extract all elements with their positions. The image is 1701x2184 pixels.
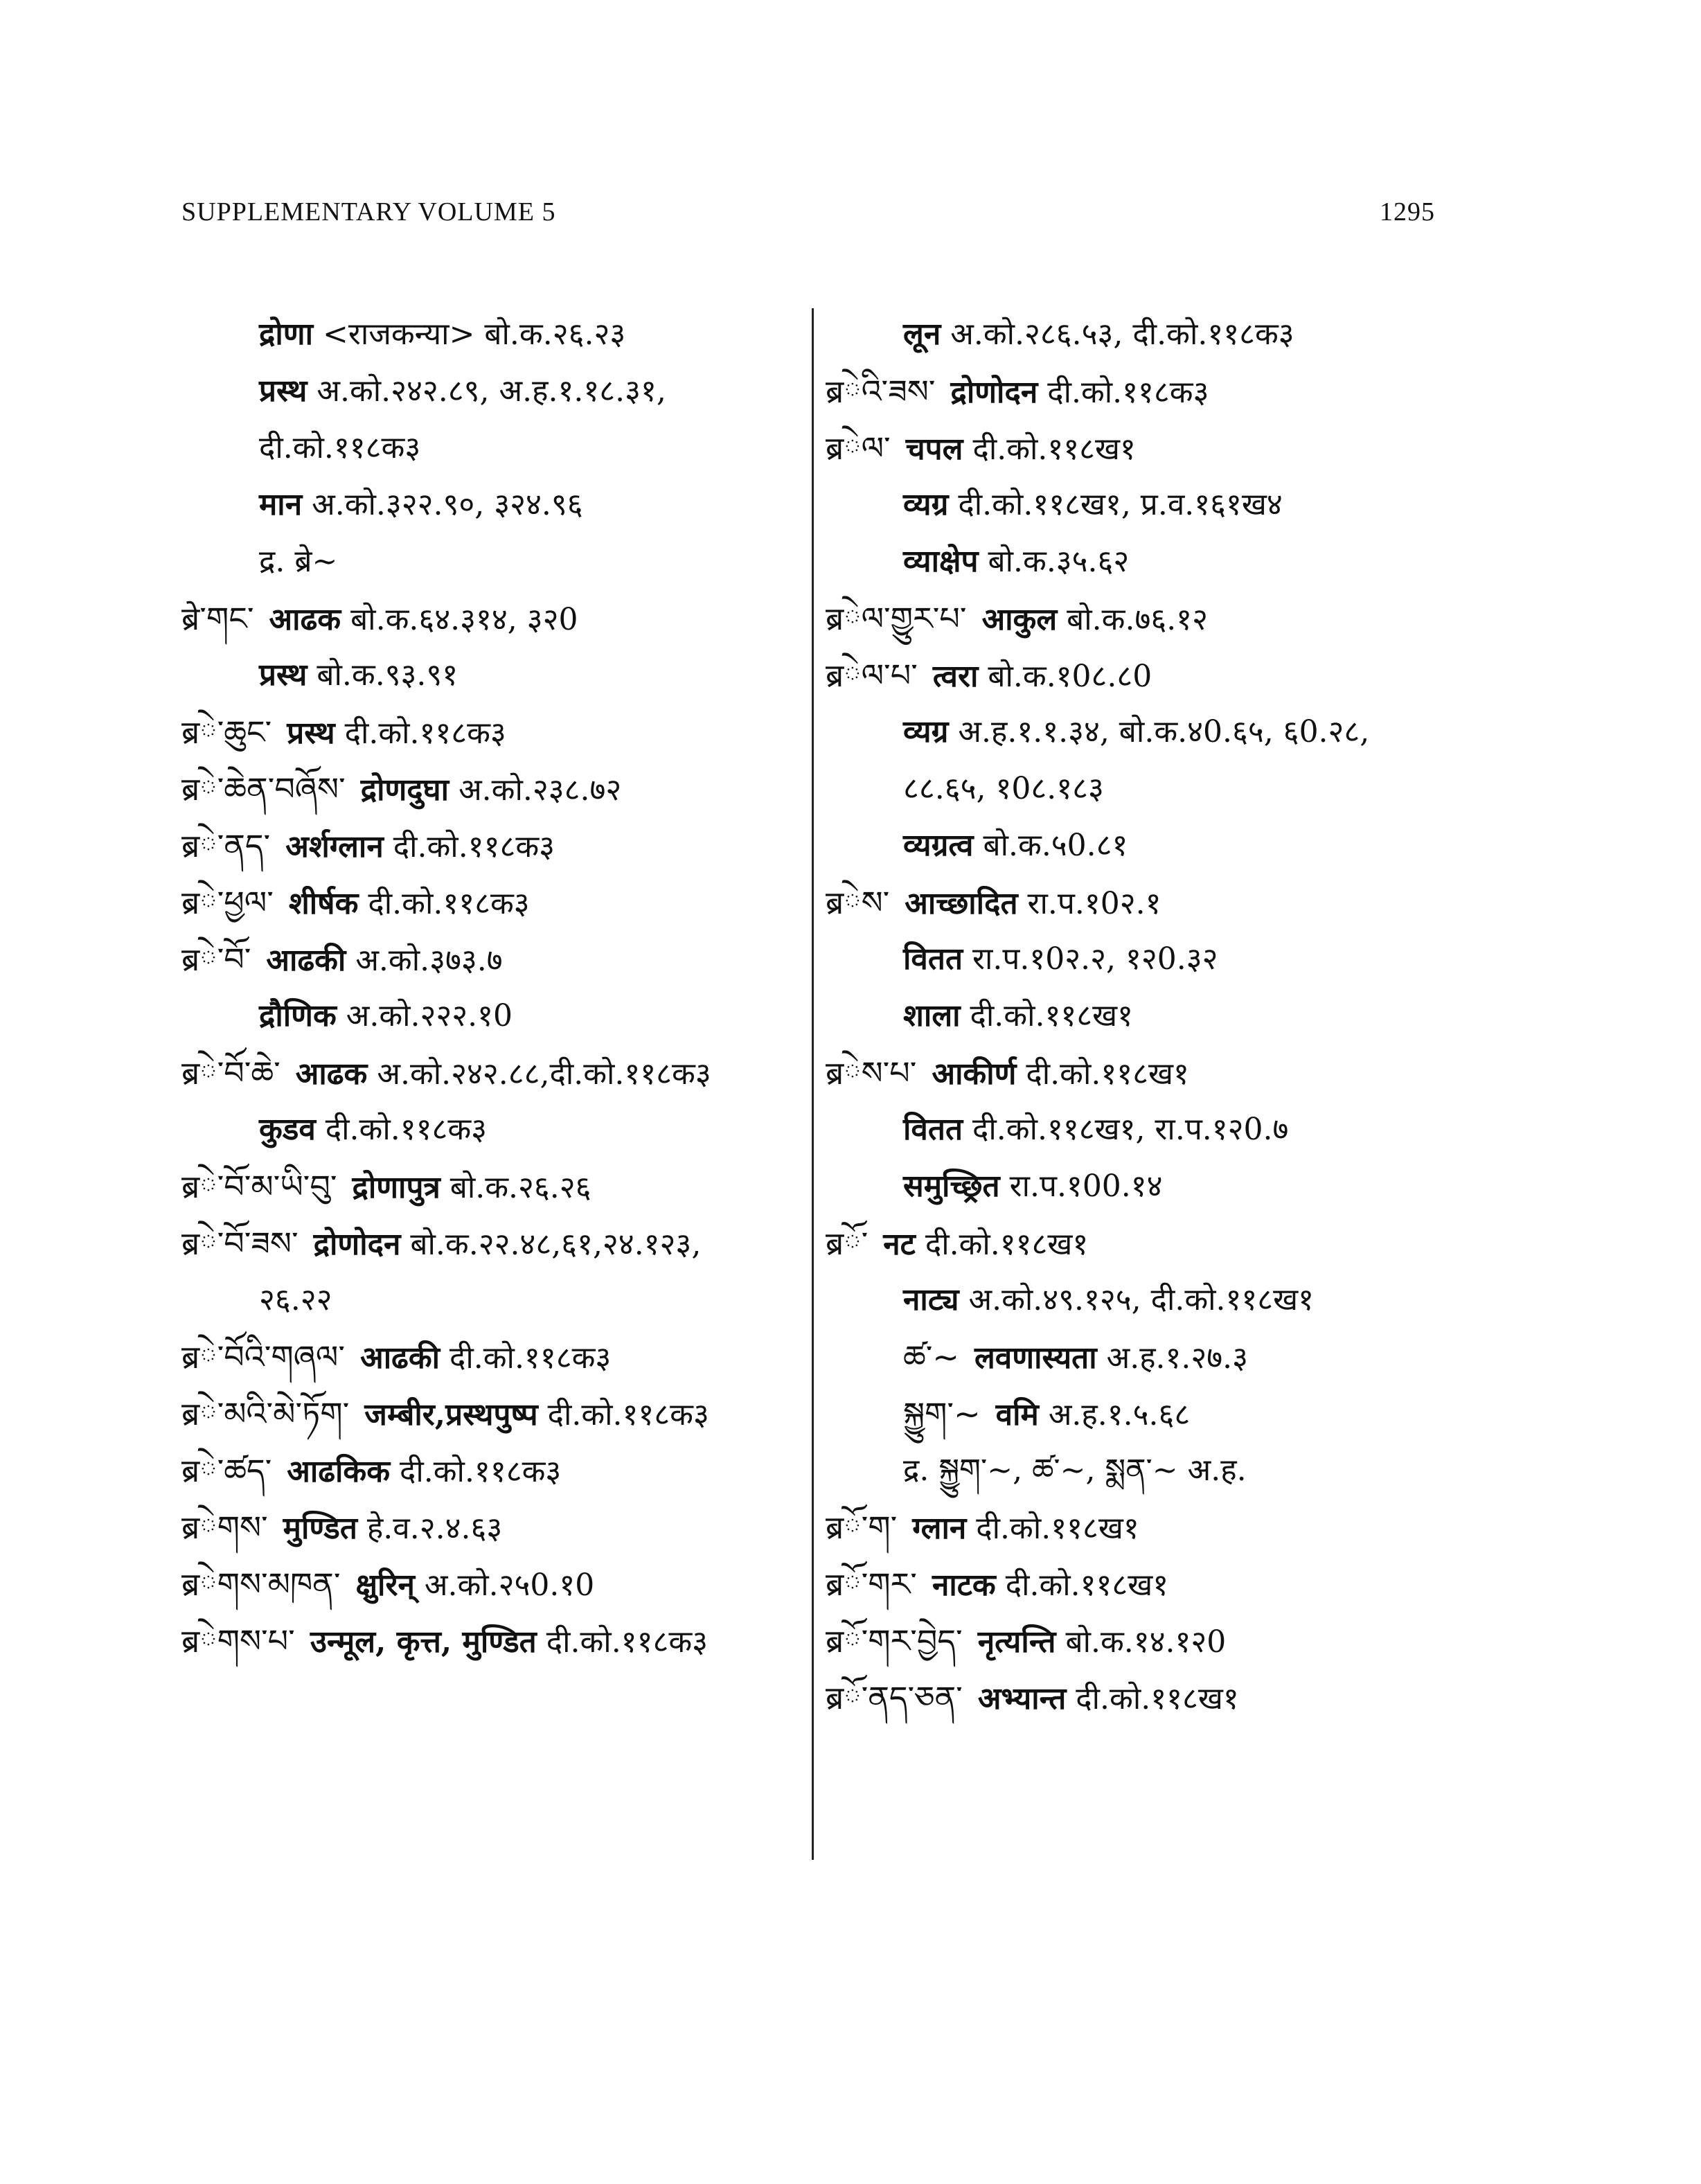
sanskrit-headword: व्याक्षेप bbox=[903, 544, 979, 579]
sanskrit-headword: वितत bbox=[903, 1112, 963, 1147]
reference-text: अ.को.४९.१२५, दी.को.११८ख१ bbox=[968, 1282, 1315, 1317]
dictionary-entry bbox=[826, 1499, 1449, 1556]
dictionary-entry bbox=[181, 1158, 798, 1215]
dictionary-entry bbox=[826, 1442, 1449, 1499]
sanskrit-headword: मुण्डित bbox=[283, 1511, 357, 1546]
reference-text: दी.को.११८क३ bbox=[344, 716, 506, 751]
reference-text: दी.को.११८ख१ bbox=[925, 1227, 1089, 1262]
dictionary-entry bbox=[181, 988, 798, 1045]
reference-text: दी.को.११८क३ bbox=[393, 829, 555, 864]
sanskrit-headword: आकीर्ण bbox=[932, 1056, 1017, 1092]
sanskrit-headword: आढकी bbox=[360, 1340, 440, 1376]
dictionary-entry bbox=[181, 1442, 798, 1499]
tibetan-term: ब्रེ་བོ་ bbox=[181, 941, 251, 978]
reference-text: बो.क.२२.४८,६१,२४.१२३, bbox=[410, 1227, 702, 1262]
dictionary-entry bbox=[826, 1215, 1449, 1272]
tibetan-term: ब्रེ་ནད་ bbox=[181, 827, 271, 864]
tibetan-term: ब्रེས་ bbox=[826, 884, 890, 921]
tibetan-term: ब्रे་གང་ bbox=[181, 600, 254, 637]
reference-text: अ.ह.१.१.३४, बो.क.४0.६५, ६0.२८, bbox=[958, 714, 1370, 749]
sanskrit-headword: आच्छादित bbox=[905, 886, 1018, 921]
dictionary-entry bbox=[826, 761, 1449, 817]
reference-text: ८८.६५, १0८.१८३ bbox=[903, 771, 1104, 806]
tibetan-term: ब्रོ་གར་བྱེད་ bbox=[826, 1622, 963, 1660]
reference-text: अ.ह.१.५.६८ bbox=[1048, 1397, 1191, 1432]
reference-text: रा.प.१00.१४ bbox=[1009, 1169, 1163, 1204]
dictionary-entry bbox=[181, 363, 798, 420]
reference-text: बो.क.६४.३१४, ३२0 bbox=[350, 602, 578, 637]
sanskrit-headword: क्षुरिन् bbox=[355, 1568, 415, 1603]
reference-text: दी.को.११८ख१, प्र.व.१६१ख४ bbox=[958, 487, 1283, 522]
reference-text: दी.को.११८क३ bbox=[546, 1624, 708, 1660]
sanskrit-headword: द्रोणोदन bbox=[950, 375, 1038, 410]
tibetan-term: ब्रེ་ཚད་ bbox=[181, 1452, 272, 1489]
reference-text: अ.को.२४२.८९, अ.ह.१.१८.३१, bbox=[317, 373, 666, 409]
sanskrit-headword: नाटक bbox=[932, 1568, 996, 1603]
sanskrit-headword: वमि bbox=[995, 1397, 1039, 1432]
reference-text: बो.क.७६.१२ bbox=[1067, 602, 1208, 637]
dictionary-entry bbox=[181, 1613, 798, 1669]
dictionary-entry bbox=[826, 874, 1449, 931]
sanskrit-headword: द्रोणा bbox=[259, 317, 313, 352]
dictionary-entry bbox=[826, 306, 1449, 363]
reference-text: रा.प.१0२.२, १२0.३२ bbox=[972, 941, 1218, 977]
reference-text: दी.को.११८ख१ bbox=[1026, 1056, 1189, 1092]
sanskrit-headword: ग्लान bbox=[912, 1511, 967, 1546]
dictionary-entry bbox=[181, 817, 798, 874]
dictionary-entry bbox=[826, 1385, 1449, 1442]
sanskrit-headword: प्रस्थ bbox=[287, 716, 335, 751]
sanskrit-headword: त्वरा bbox=[932, 659, 979, 694]
sanskrit-headword: व्यग्र bbox=[903, 487, 949, 522]
reference-text: दी.को.११८क३ bbox=[325, 1112, 488, 1147]
dictionary-entry bbox=[826, 533, 1449, 590]
dictionary-entry bbox=[181, 874, 798, 931]
dictionary-entry bbox=[181, 1385, 798, 1442]
dictionary-entry bbox=[181, 1556, 798, 1613]
sanskrit-headword: अभ्यान्त bbox=[977, 1681, 1067, 1716]
sanskrit-headword: अर्शग्लान bbox=[285, 829, 384, 864]
running-head: SUPPLEMENTARY VOLUME 5 bbox=[181, 197, 556, 227]
tibetan-term: ब्रེ་ཆེན་བཞོས་ bbox=[181, 770, 346, 808]
dictionary-entry bbox=[181, 704, 798, 761]
reference-text: बो.क.२६.२६ bbox=[449, 1170, 591, 1205]
reference-text: दी.को.११८क३ bbox=[368, 886, 530, 921]
dictionary-entry bbox=[826, 1669, 1449, 1726]
sanskrit-headword: व्यग्र bbox=[903, 714, 949, 749]
dictionary-entry bbox=[181, 477, 798, 533]
reference-text: दी.को.११८ख१ bbox=[1005, 1568, 1169, 1603]
dictionary-entry bbox=[181, 931, 798, 988]
sanskrit-headword: शाला bbox=[903, 998, 961, 1033]
sanskrit-headword: नृत्यन्ति bbox=[977, 1624, 1056, 1660]
dictionary-entry bbox=[181, 1045, 798, 1101]
reference-text: अ.को.२८६.५३, दी.को.११८क३ bbox=[950, 317, 1294, 352]
dictionary-entry bbox=[826, 647, 1449, 704]
reference-text: दी.को.११८क३ bbox=[259, 430, 421, 465]
page-number: 1295 bbox=[1380, 197, 1435, 227]
reference-text: अ.को.३७३.७ bbox=[355, 943, 503, 978]
left-column bbox=[181, 306, 798, 1669]
dictionary-entry bbox=[826, 988, 1449, 1045]
dictionary-entry bbox=[826, 931, 1449, 988]
tibetan-term: ब्रེ་ཆུང་ bbox=[181, 713, 272, 751]
sanskrit-headword: द्रोणदुघा bbox=[360, 772, 449, 808]
reference-text: रा.प.१0२.१ bbox=[1027, 886, 1161, 921]
tibetan-term: ब्रོ་ག་ bbox=[826, 1509, 898, 1546]
dictionary-entry bbox=[826, 363, 1449, 420]
sanskrit-headword: आढक bbox=[295, 1056, 368, 1092]
tibetan-term: ब्रེ་ཕྱལ་ bbox=[181, 884, 274, 921]
reference-text: दी.को.११८ख१ bbox=[970, 998, 1133, 1033]
sanskrit-headword: आकुल bbox=[981, 602, 1058, 637]
sanskrit-headword: कुडव bbox=[259, 1112, 316, 1147]
tibetan-term: ब्रེལ་ bbox=[826, 429, 891, 467]
reference-text: हे.व.२.४.६३ bbox=[366, 1511, 503, 1546]
tibetan-term: ब्रེལ་པ་ bbox=[826, 657, 918, 694]
reference-text: बो.क.१0८.८0 bbox=[988, 659, 1152, 694]
tibetan-term: ब्रེགས་མཁན་ bbox=[181, 1565, 341, 1603]
dictionary-entry bbox=[181, 647, 798, 704]
dictionary-entry bbox=[181, 420, 798, 477]
reference-text: दी.को.११८ख१, रा.प.१२0.७ bbox=[972, 1112, 1289, 1147]
reference-text: द्र. ब्रे~ bbox=[259, 544, 338, 579]
sanskrit-headword: लवणास्यता bbox=[974, 1340, 1097, 1376]
tibetan-term: ब्रེ་བོ་ཆེ་ bbox=[181, 1054, 280, 1092]
dictionary-entry bbox=[826, 1045, 1449, 1101]
sanskrit-headword: समुच्छ्रित bbox=[903, 1169, 1000, 1204]
sanskrit-headword: प्रस्थ bbox=[259, 657, 308, 693]
reference-text: अ.ह.१.२७.३ bbox=[1106, 1340, 1249, 1376]
tibetan-term: ब्रེ་བོ་མ་ཡི་བུ་ bbox=[181, 1168, 337, 1205]
right-column bbox=[826, 306, 1449, 1726]
sanskrit-headword: लून bbox=[903, 317, 941, 352]
tibetan-term: ཚ་~ bbox=[903, 1338, 959, 1376]
reference-text: अ.को.२५0.१0 bbox=[424, 1568, 595, 1603]
reference-text: दी.को.११८क३ bbox=[1047, 375, 1209, 410]
sanskrit-headword: नाट्य bbox=[903, 1282, 959, 1317]
sanskrit-headword: आढकी bbox=[266, 943, 346, 978]
tibetan-term: ब्रེ་བོ་ཟས་ bbox=[181, 1225, 299, 1262]
reference-text: २६.२२ bbox=[259, 1282, 332, 1317]
tibetan-term: ब्रེ་མའི་མེ་ཏོག་ bbox=[181, 1395, 350, 1432]
reference-text: दी.को.११८क३ bbox=[400, 1454, 562, 1489]
dictionary-entry bbox=[826, 1329, 1449, 1385]
dictionary-entry bbox=[826, 1158, 1449, 1215]
dictionary-entry bbox=[826, 704, 1449, 761]
sanskrit-headword: जम्बीर,प्रस्थपुष्प bbox=[364, 1397, 538, 1432]
reference-text: द्र. སྐྱུག་~, ཚ་~, སྨན་~ अ.ह. bbox=[903, 1453, 1247, 1488]
reference-text: बो.क.५0.८१ bbox=[983, 828, 1128, 863]
tibetan-term: ब्रེ་བོའི་གཞལ་ bbox=[181, 1338, 346, 1376]
reference-text: अ.को.२३८.७२ bbox=[458, 772, 622, 808]
dictionary-entry bbox=[181, 1272, 798, 1329]
sanskrit-headword: द्रोणापुत्र bbox=[352, 1170, 440, 1205]
dictionary-entry bbox=[181, 1101, 798, 1158]
dictionary-entry bbox=[181, 533, 798, 590]
dictionary-entry bbox=[826, 817, 1449, 874]
reference-text: दी.को.११८ख१ bbox=[1076, 1681, 1239, 1716]
sanskrit-headword: शीर्षक bbox=[288, 886, 359, 921]
sanskrit-headword: नट bbox=[883, 1227, 916, 1262]
sanskrit-headword: मान bbox=[259, 487, 303, 522]
dictionary-entry bbox=[181, 761, 798, 817]
dictionary-entry bbox=[181, 1215, 798, 1272]
reference-text: दी.को.११८क३ bbox=[449, 1340, 612, 1376]
reference-text: अ.को.२२२.१0 bbox=[346, 998, 513, 1033]
column-divider bbox=[812, 308, 814, 1860]
reference-text: बो.क.३५.६२ bbox=[988, 544, 1130, 579]
sanskrit-headword: आढक bbox=[269, 602, 341, 637]
dictionary-entry bbox=[826, 420, 1449, 477]
dictionary-entry bbox=[826, 1272, 1449, 1329]
dictionary-entry bbox=[181, 1499, 798, 1556]
tibetan-term: སྐྱུག་~ bbox=[903, 1395, 981, 1432]
tibetan-term: ब्रོ་ bbox=[826, 1225, 869, 1262]
sanskrit-headword: वितत bbox=[903, 941, 963, 977]
dictionary-entry bbox=[181, 590, 798, 647]
tibetan-term: ब्रེའི་ཟས་ bbox=[826, 373, 936, 410]
reference-text: दी.को.११८ख१ bbox=[972, 432, 1136, 467]
dictionary-entry bbox=[181, 1329, 798, 1385]
reference-text: बो.क.९३.९१ bbox=[317, 657, 458, 693]
dictionary-entry bbox=[826, 1101, 1449, 1158]
sanskrit-headword: आढकिक bbox=[287, 1454, 391, 1489]
dictionary-entry bbox=[181, 306, 798, 363]
sanskrit-headword: उन्मूल, कृत्त, मुण्डित bbox=[310, 1624, 537, 1660]
sanskrit-headword: चपल bbox=[905, 432, 963, 467]
sanskrit-headword: द्रोणोदन bbox=[313, 1227, 401, 1262]
tibetan-term: ब्रོ་ནད་ཅན་ bbox=[826, 1679, 963, 1716]
reference-text: अ.को.२४२.८८,दी.को.११८क३ bbox=[377, 1056, 711, 1092]
page-header bbox=[181, 197, 1435, 238]
reference-text: दी.को.११८ख१ bbox=[976, 1511, 1139, 1546]
reference-text: अ.को.३२२.९०, ३२४.९६ bbox=[312, 487, 583, 522]
reference-text: <राजकन्या> बो.क.२६.२३ bbox=[322, 317, 626, 352]
sanskrit-headword: प्रस्थ bbox=[259, 373, 308, 409]
tibetan-term: ब्रེལ་གྱུར་པ་ bbox=[826, 600, 967, 637]
tibetan-term: ब्रོ་གར་ bbox=[826, 1565, 917, 1603]
dictionary-entry bbox=[826, 477, 1449, 533]
tibetan-term: ब्रེས་པ་ bbox=[826, 1054, 917, 1092]
dictionary-entry bbox=[826, 1556, 1449, 1613]
dictionary-entry bbox=[826, 590, 1449, 647]
sanskrit-headword: व्यग्रत्व bbox=[903, 828, 974, 863]
tibetan-term: ब्रེགས་པ་ bbox=[181, 1622, 295, 1660]
reference-text: बो.क.१४.१२0 bbox=[1065, 1624, 1227, 1660]
sanskrit-headword: द्रौणिक bbox=[259, 998, 337, 1033]
dictionary-entry bbox=[826, 1613, 1449, 1669]
tibetan-term: ब्रེགས་ bbox=[181, 1509, 268, 1546]
reference-text: दी.को.११८क३ bbox=[547, 1397, 709, 1432]
